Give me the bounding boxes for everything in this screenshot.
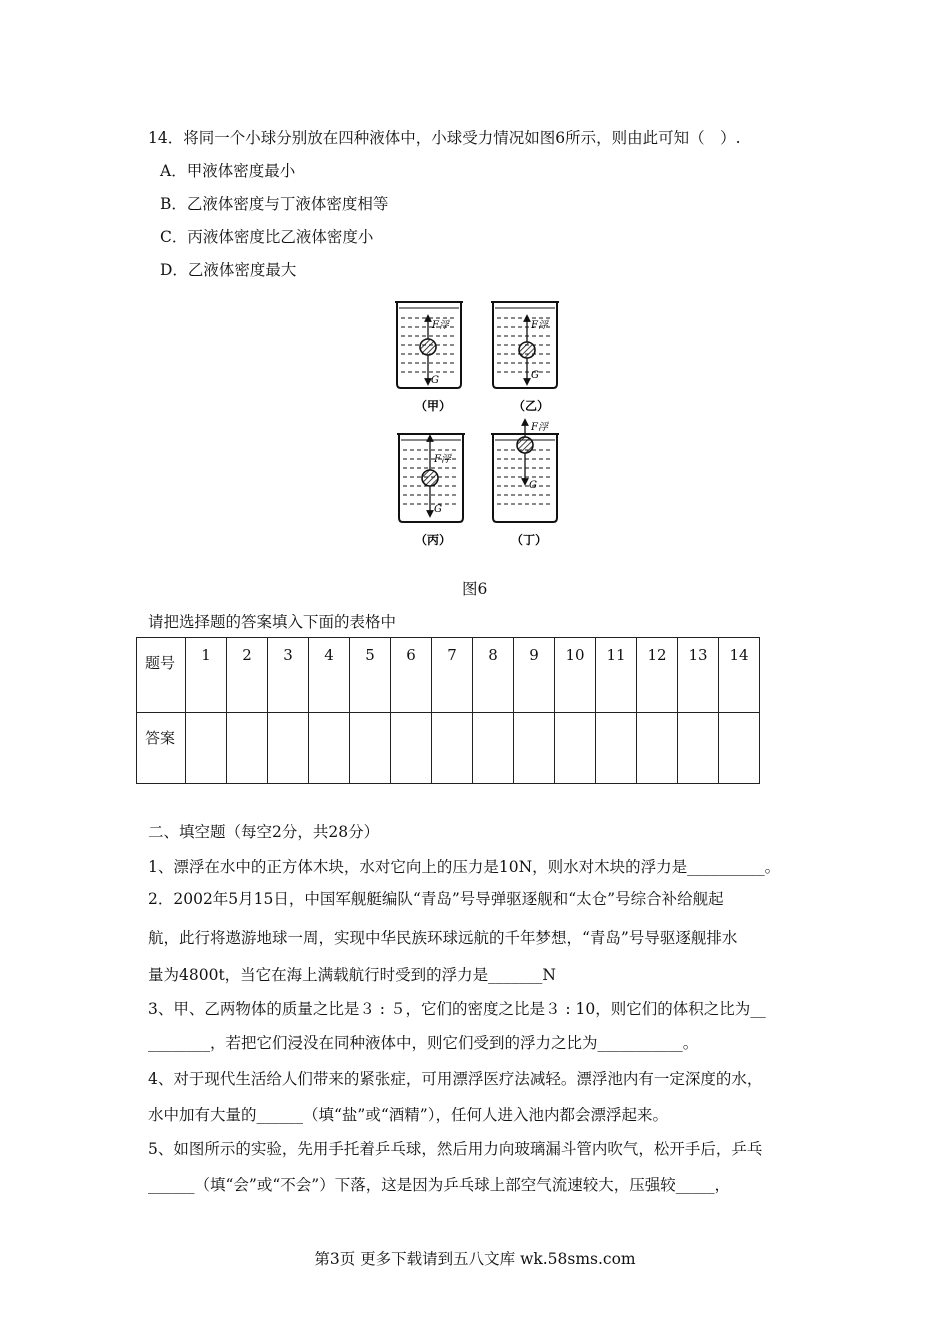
section-2-title: 二、填空题（每空2分，共28分） [148,823,380,841]
question-number-cell: 9 [514,638,555,713]
question-number-cell: 14 [719,638,760,713]
row-header-answer: 答案 [137,713,186,784]
question-number-cell: 7 [432,638,473,713]
beaker-ding-label: （丁） [511,533,548,547]
fill-question-3-line-1: 3、甲、乙两物体的质量之比是３ : ５，它们的密度之比是３ : 10，则它们的体积之比为__ [148,1000,766,1018]
answer-cell[interactable] [350,713,391,784]
answer-cell[interactable] [555,713,596,784]
figure-caption: 图6 [462,580,488,598]
answer-cell[interactable] [637,713,678,784]
question-number-cell: 11 [596,638,637,713]
fill-question-3-line-2: ________，若把它们浸没在同种液体中，则它们受到的浮力之比为___________。 [148,1034,699,1052]
beaker-yi-gravity-label: G [531,370,539,381]
beaker-yi-buoyancy-label: F浮 [531,320,548,331]
fill-question-5-line-1: 5、如图所示的实验，先用手托着乒乓球，然后用力向玻璃漏斗管内吹气，松开手后，乒乓 [148,1140,763,1158]
page-footer: 第3页 更多下载请到五八文库 wk.58sms.com [314,1250,636,1268]
question-number-cell: 4 [309,638,350,713]
beaker-ding-buoyancy-label: F浮 [531,422,548,433]
answer-cell[interactable] [514,713,555,784]
answer-cell[interactable] [432,713,473,784]
question-number-cell: 2 [227,638,268,713]
answer-cell[interactable] [309,713,350,784]
question-number-cell: 1 [186,638,227,713]
beaker-bing-gravity-label: G [434,504,442,515]
beaker-yi [491,302,559,413]
fill-question-4-line-2: 水中加有大量的______（填“盐”或“酒精”），任何人进入池内都会漂浮起来。 [148,1106,668,1124]
answer-table [136,637,760,784]
beaker-jia [395,302,463,413]
question-14-stem: 14．将同一个小球分别放在四种液体中，小球受力情况如图6所示，则由此可知（ ）. [148,129,741,147]
answer-cell[interactable] [186,713,227,784]
fill-question-4-line-1: 4、对于现代生活给人们带来的紧张症，可用漂浮医疗法减轻。漂浮池内有一定深度的水， [148,1070,763,1088]
option-a: A．甲液体密度最小 [160,162,296,180]
question-number-cell: 13 [678,638,719,713]
fill-question-2-line-1: 2．2002年5月15日，中国军舰艇编队“青岛”号导弹驱逐舰和“太仓”号综合补给舰起 [148,890,724,908]
fill-question-1: 1、漂浮在水中的正方体木块，水对它向上的压力是10N，则水对木块的浮力是__________。 [148,858,781,876]
beaker-bing-buoyancy-label: F浮 [434,454,451,465]
beaker-jia-gravity-label: G [431,375,439,386]
question-number-cell: 6 [391,638,432,713]
answer-cell[interactable] [719,713,760,784]
beaker-ding-gravity-label: G [529,480,537,491]
beaker-jia-label: （甲） [415,399,452,413]
answer-cell[interactable] [227,713,268,784]
answer-cell[interactable] [473,713,514,784]
table-instruction: 请把选择题的答案填入下面的表格中 [148,613,397,631]
question-number-cell: 5 [350,638,391,713]
answer-cell[interactable] [678,713,719,784]
question-number-cell: 8 [473,638,514,713]
answer-cell[interactable] [391,713,432,784]
answer-row [137,713,760,784]
question-number-cell: 3 [268,638,309,713]
beaker-jia-buoyancy-label: F浮 [432,320,449,331]
beaker-bing [397,434,465,547]
beaker-ding [491,421,559,547]
option-c: C．丙液体密度比乙液体密度小 [160,228,374,246]
question-number-cell: 12 [637,638,678,713]
row-header-question-number: 题号 [137,638,186,713]
fill-question-2-line-3: 量为4800t，当它在海上满载航行时受到的浮力是_______N [148,966,556,984]
beaker-yi-label: （乙） [513,399,550,413]
option-d: D．乙液体密度最大 [160,261,297,279]
beaker-bing-label: （丙） [415,533,452,547]
fill-question-2-line-2: 航，此行将遨游地球一周，实现中华民族环球远航的千年梦想，“青岛”号导驱逐舰排水 [148,929,738,947]
option-b: B．乙液体密度与丁液体密度相等 [160,195,389,213]
answer-cell[interactable] [596,713,637,784]
figure-6-beakers [375,292,575,554]
answer-cell[interactable] [268,713,309,784]
question-number-cell: 10 [555,638,596,713]
fill-question-5-line-2: ______（填“会”或“不会”）下落，这是因为乒乓球上部空气流速较大，压强较_____， [148,1176,730,1194]
question-number-row [137,638,760,713]
